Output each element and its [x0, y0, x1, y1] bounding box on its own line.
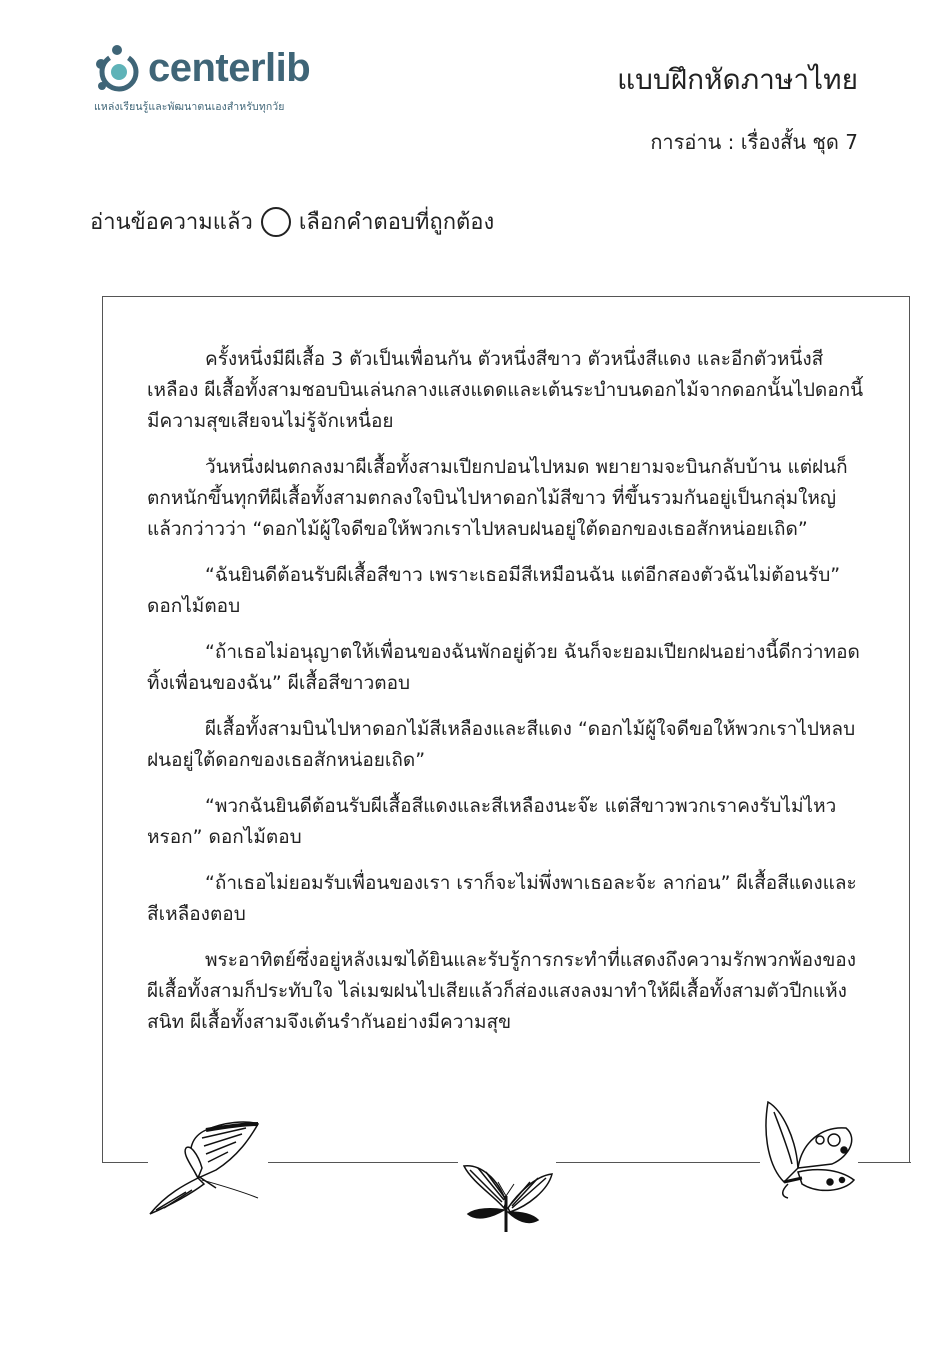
frame-bottom-segment — [102, 1162, 148, 1163]
instruction-after: เลือกคำตอบที่ถูกต้อง — [298, 210, 495, 235]
story-paragraph: “ฉันยินดีต้อนรับผีเสื้อสีขาว เพราะเธอมีสีเหมือนฉัน แต่อีกสองตัวฉันไม่ต้อนรับ” ดอกไม้ตอบ — [147, 564, 841, 617]
brand-name: centerlib — [148, 46, 311, 90]
instruction-before: อ่านข้อความแล้ว — [90, 210, 253, 235]
story-paragraph: “ถ้าเธอไม่อนุญาตให้เพื่อนของฉันพักอยู่ด้วย ฉันก็จะยอมเปียกฝนอย่างนี้ดีกว่าทอดทิ้งเพื่อนของฉัน” ผีเสื้อสีขาวตอบ — [147, 641, 860, 694]
brand-logo — [92, 40, 342, 115]
brand-tagline: แหล่งเรียนรู้และพัฒนาตนเองสำหรับทุกวัย — [94, 101, 285, 113]
story-paragraph: “พวกฉันยินดีต้อนรับผีเสื้อสีแดงและสีเหลืองนะจ๊ะ แต่สีขาวพวกเราคงรับไม่ไหวหรอก” ดอกไม้ตอบ — [147, 795, 837, 848]
frame-bottom-segment — [858, 1162, 911, 1163]
frame-bottom-segment — [556, 1162, 760, 1163]
story-text — [147, 344, 867, 1053]
story-paragraph: ผีเสื้อทั้งสามบินไปหาดอกไม้สีเหลืองและสีแดง “ดอกไม้ผู้ใจดีขอให้พวกเราไปหลบฝนอยู่ใต้ดอกของเธอสักหน่อยเถิด” — [147, 718, 856, 771]
story-paragraph: วันหนึ่งฝนตกลงมาผีเสื้อทั้งสามเปียกปอนไปหมด พยายามจะบินกลับบ้าน แต่ฝนก็ตกหนักขึ้นทุกทีผีเสื้อทั้งสามตกลงใจบินไปหาดอกไม้สีขาว ที่ขึ้นรวมกันอยู่เป็นกลุ่มใหญ่ แล้วกว่าวว่า “ดอกไม้ผู้ใจดีขอให้พวกเราไปหลบฝนอยู่ใต้ดอกของเธอสักหน่อยเถิด” — [147, 456, 848, 540]
worksheet-title: แบบฝึกหัดภาษาไทย — [617, 63, 858, 96]
worksheet-subtitle: การอ่าน : เรื่องสั้น ชุด 7 — [650, 130, 858, 154]
centerlib-logo-icon — [92, 42, 148, 98]
frame-bottom-segment — [268, 1162, 458, 1163]
butterfly-right-icon — [758, 1098, 862, 1202]
butterfly-center-icon — [458, 1156, 556, 1238]
instruction — [90, 204, 494, 239]
circle-outline-icon — [261, 207, 291, 237]
butterfly-left-icon — [146, 1118, 270, 1218]
story-paragraph: ครั้งหนึ่งมีผีเสื้อ 3 ตัวเป็นเพื่อนกัน ตัวหนึ่งสีขาว ตัวหนึ่งสีแดง และอีกตัวหนึ่งสีเหลือง ผีเสื้อทั้งสามชอบบินเล่นกลางแสงแดดและเต้นระบำบนดอกไม้จากดอกนั้นไปดอกนี้มีความสุขเสียจนไม่รู้จักเหนื่อย — [147, 348, 864, 432]
story-paragraph: พระอาทิตย์ซึ่งอยู่หลังเมฆได้ยินและรับรู้การกระทำที่แสดงถึงความรักพวกพ้องของผีเสื้อทั้งสามก็ประทับใจ ไล่เมฆฝนไปเสียแล้วก็ส่องแสงลงมาทำให้ผีเสื้อทั้งสามตัวปีกแห้งสนิท ผีเสื้อทั้งสามจึงเต้นรำกันอย่างมีความสุข — [147, 949, 856, 1033]
story-paragraph: “ถ้าเธอไม่ยอมรับเพื่อนของเรา เราก็จะไม่พึ่งพาเธอละจ้ะ ลาก่อน” ผีเสื้อสีแดงและสีเหลืองตอบ — [147, 872, 857, 925]
